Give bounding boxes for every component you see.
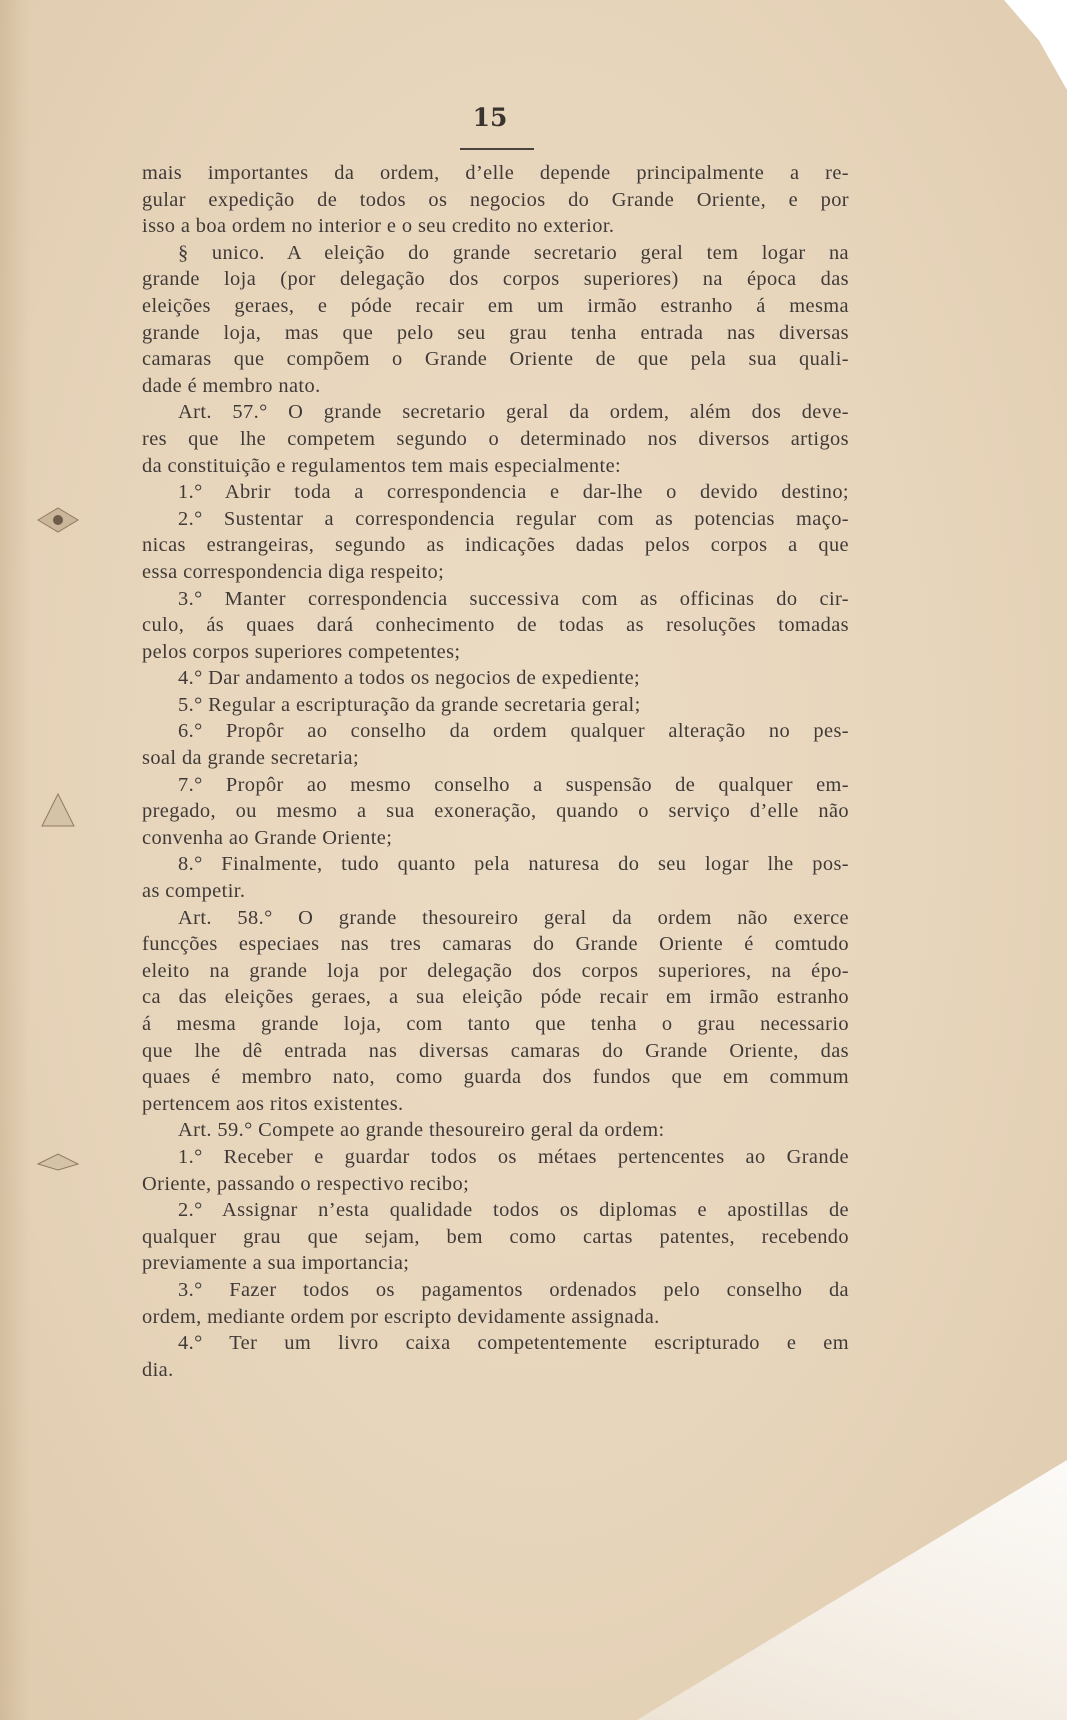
text-line: 3.° Manter correspondencia successiva com as officinas do cir-	[178, 587, 849, 610]
binding-hole-mark	[34, 500, 82, 540]
text-line: nicas estrangeiras, segundo as indicações dadas pelos corpos a que	[142, 534, 849, 557]
text-line: soal da grande secretaria;	[142, 747, 360, 770]
text-line: que lhe dê entrada nas diversas camaras do Grande Oriente, das	[142, 1039, 849, 1062]
text-line: á mesma grande loja, com tanto que tenha o grau necessario	[142, 1013, 849, 1035]
text-line: as competir.	[142, 880, 246, 903]
text-line: ca das eleições geraes, a sua eleição póde recair em irmão estranho	[142, 986, 849, 1009]
text-line: 4.° Ter um livro caixa competentemente escripturado e em	[178, 1332, 849, 1355]
text-line: essa correspondencia diga respeito;	[142, 560, 445, 583]
text-line: funcções especiaes nas tres camaras do Grande Oriente é comtudo	[142, 933, 849, 956]
text-line: eleito na grande loja por delegação dos corpos superiores, na épo-	[142, 959, 849, 982]
text-line: pregado, ou mesmo a sua exoneração, quando o serviço d’elle não	[142, 800, 849, 823]
text-line: isso a boa ordem no interior e o seu credito no exterior.	[142, 215, 615, 238]
text-line: Oriente, passando o respectivo recibo;	[142, 1172, 470, 1195]
text-line: camaras que compõem o Grande Oriente de que pela sua quali-	[142, 348, 849, 371]
text-line: qualquer grau que sejam, bem como cartas patentes, recebendo	[142, 1225, 849, 1248]
binding-hole-mark	[34, 1140, 82, 1180]
text-line: previamente a sua importancia;	[142, 1252, 410, 1275]
text-line: gular expedição de todos os negocios do Grande Oriente, e por	[142, 188, 849, 211]
text-line: convenha ao Grande Oriente;	[142, 826, 393, 849]
text-line: Art. 59.° Compete ao grande thesoureiro geral da ordem:	[178, 1119, 665, 1142]
text-line: ordem, mediante ordem por escripto devidamente assignada.	[142, 1305, 660, 1328]
text-line: dade é membro nato.	[142, 374, 321, 397]
text-line: Art. 58.° O grande thesoureiro geral da ordem não exerce	[178, 906, 849, 929]
text-line: dia.	[142, 1358, 174, 1381]
text-line: 2.° Assignar n’esta qualidade todos os diplomas e apostillas de	[178, 1199, 849, 1222]
text-line: mais importantes da ordem, d’elle depende principalmente a re-	[142, 162, 849, 184]
paper-fold-bottom-right	[637, 1460, 1067, 1720]
body-text	[142, 160, 849, 1383]
text-line: 6.° Propôr ao conselho da ordem qualquer alteração no pes-	[178, 720, 849, 743]
text-line: 4.° Dar andamento a todos os negocios de expediente;	[178, 667, 641, 690]
page-edge-shadow	[0, 0, 30, 1720]
text-line: 5.° Regular a escripturação da grande secretaria geral;	[178, 693, 641, 716]
text-line: § unico. A eleição do grande secretario geral tem logar na	[178, 241, 849, 264]
text-line: grande loja (por delegação dos corpos superiores) na época das	[142, 268, 849, 291]
text-line: 7.° Propôr ao mesmo conselho a suspensão de qualquer em-	[178, 773, 849, 796]
header-rule	[460, 148, 534, 150]
torn-corner-top-right	[997, 0, 1067, 90]
text-line: grande loja, mas que pelo seu grau tenha entrada nas diversas	[142, 321, 849, 344]
binding-hole-mark	[34, 790, 82, 830]
text-line: pertencem aos ritos existentes.	[142, 1092, 404, 1115]
text-line: 1.° Receber e guardar todos os métaes pertencentes ao Grande	[178, 1145, 849, 1168]
text-line: pelos corpos superiores competentes;	[142, 640, 461, 663]
text-line: 1.° Abrir toda a correspondencia e dar-lhe o devido destino;	[178, 481, 849, 504]
text-line: Art. 57.° O grande secretario geral da ordem, além dos deve-	[178, 401, 849, 424]
text-line: da constituição e regulamentos tem mais especialmente:	[142, 454, 622, 477]
text-line: culo, ás quaes dará conhecimento de todas as resoluções tomadas	[142, 614, 849, 637]
text-line: 8.° Finalmente, tudo quanto pela naturesa do seu logar lhe pos-	[178, 853, 849, 876]
text-line: res que lhe competem segundo o determinado nos diversos artigos	[142, 427, 849, 450]
page-number: 15	[472, 103, 508, 132]
text-line: 3.° Fazer todos os pagamentos ordenados pelo conselho da	[178, 1278, 849, 1301]
text-line: 2.° Sustentar a correspondencia regular com as potencias maço-	[178, 507, 849, 530]
text-line: eleições geraes, e póde recair em um irmão estranho á mesma	[142, 294, 849, 317]
text-line: quaes é membro nato, como guarda dos fundos que em commum	[142, 1066, 849, 1089]
